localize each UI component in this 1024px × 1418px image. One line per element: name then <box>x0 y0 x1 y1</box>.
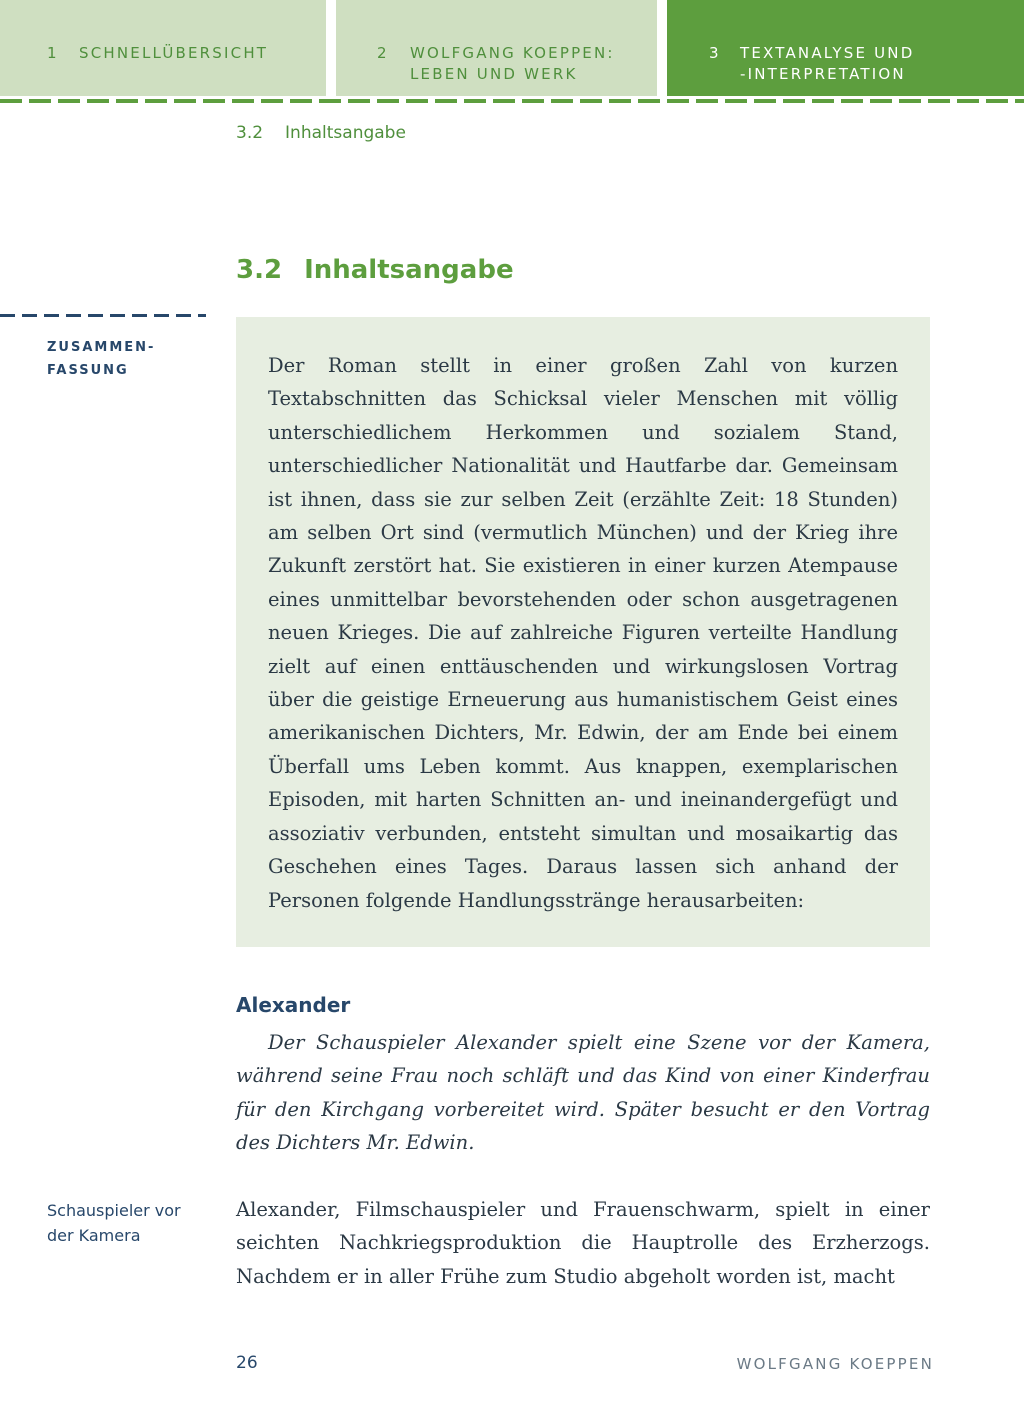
tab-number: 1 <box>47 44 59 62</box>
section-heading: Inhaltsangabe <box>304 255 514 285</box>
page-number: 26 <box>236 1353 258 1373</box>
tab-label: SCHNELLÜBERSICHT <box>79 44 269 62</box>
tab-number: 2 <box>377 44 389 62</box>
tab-label <box>410 43 615 85</box>
tab-label-line1: TEXTANALYSE UND <box>740 44 915 62</box>
running-head-number: 3.2 <box>236 123 264 143</box>
tab-schnelluebersicht[interactable] <box>0 0 326 96</box>
tab-label-line2: -INTERPRETATION <box>740 65 906 83</box>
body-paragraph: Alexander, Filmschauspieler und Frauenschwarm, spielt in einer seichten Nachkriegsproduktion die Hauptrolle des Erzherzogs. Nachdem er in aller Frühe zum Studio abgeholt worden ist, macht <box>236 1198 930 1288</box>
chapter-tabs <box>0 0 1024 96</box>
section-title <box>236 255 514 285</box>
running-head-title: Inhaltsangabe <box>285 123 406 143</box>
summary-text: Der Roman stellt in einer großen Zahl von kurzen Textabschnitten das Schicksal vieler Menschen mit völlig unterschiedlichem Herkommen und sozialem Stand, unterschiedlicher Nationalität und Hautfarbe dar. Gemeinsam ist ihnen, dass sie zur selben Zeit (erzählte Zeit: 18 Stunden) am selben Ort sind (vermutlich München) und der Krieg ihre Zukunft zerstört hat. Sie existieren in einer kurzen Atempause eines unmittelbar bevorstehenden oder schon ausgetragenen neuen Krieges. Die auf zahlreiche Figuren verteilte Handlung zielt auf einen enttäuschenden und wirkungslosen Vortrag über die geistige Erneuerung aus humanistischem Geist eines amerikanischen Dichters, Mr. Edwin, der am Ende bei einem Überfall ums Leben kommt. Aus knappen, exemplarischen Episoden, mit harten Schnitten an- und ineinandergefügt und assoziativ verbunden, entsteht simultan und mosaikartig das Geschehen eines Tages. Daraus lassen sich anhand der Personen folgende Handlungsstränge herausarbeiten: <box>268 354 898 912</box>
tab-label <box>740 43 914 85</box>
side-label-line2: FASSUNG <box>47 363 129 378</box>
tab-label-line2: LEBEN UND WERK <box>410 65 578 83</box>
margin-note: Schauspieler vor der Kamera <box>47 1201 181 1245</box>
tab-number: 3 <box>709 44 721 62</box>
tab-leben-und-werk[interactable] <box>336 0 657 96</box>
side-dashed-divider <box>0 314 206 317</box>
summary-box <box>236 317 930 947</box>
running-head <box>236 123 406 143</box>
side-label-line1: ZUSAMMEN- <box>47 340 156 355</box>
summary-side-label <box>47 336 197 382</box>
tab-label-line1: WOLFGANG KOEPPEN: <box>410 44 615 62</box>
footer-author: WOLFGANG KOEPPEN <box>736 1355 934 1373</box>
subsection-intro: Der Schauspieler Alexander spielt eine Szene vor der Kamera, während seine Frau noch schläft und das Kind von einer Kinderfrau für den Kirchgang vorbereitet wird. Später besucht er den Vortrag des Dichters Mr. Edwin. <box>236 1031 930 1155</box>
subsection-title: Alexander <box>236 993 351 1017</box>
tab-textanalyse[interactable] <box>667 0 1024 96</box>
section-number: 3.2 <box>236 255 283 285</box>
header-dashed-divider <box>0 99 1024 103</box>
